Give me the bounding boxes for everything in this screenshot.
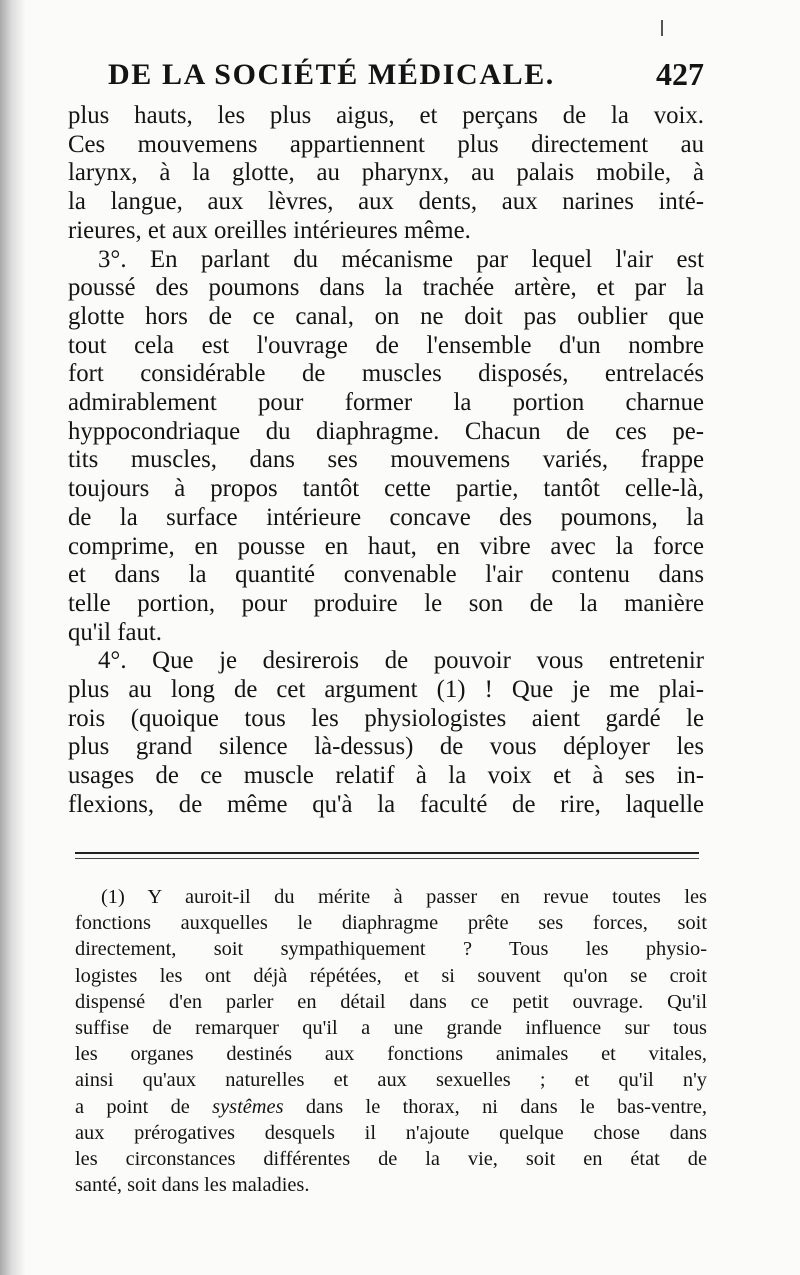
body-line: hyppocondriaque du diaphragme. Chacun de ces pe-	[68, 417, 704, 445]
body-line: plus hauts, les plus aigus, et perçans de la voix.	[68, 102, 704, 129]
footnote-text: a point de	[75, 1095, 213, 1118]
footnote-line: (1) Y auroit-il du mérite à passer en revue toutes les	[101, 886, 707, 908]
footnote-line: dispensé d'en parler en détail dans ce petit ouvrage. Qu'il	[75, 990, 707, 1013]
body-line: rieures, et aux oreilles intérieures même.	[68, 216, 471, 244]
body-line: glotte hors de ce canal, on ne doit pas oublier que	[68, 302, 704, 330]
body-line: admirablement pour former la portion charnue	[68, 389, 704, 417]
body-line: comprime, en pousse en haut, en vibre avec la force	[68, 532, 704, 560]
page-number: 427	[656, 56, 704, 92]
body-line: plus grand silence là-dessus) de vous déployer les	[68, 733, 704, 761]
body-line: 3°. En parlant du mécanisme par lequel l'air est	[98, 245, 704, 273]
body-line: fort considérable de muscles disposés, entrelacés	[68, 360, 704, 388]
body-line: qu'il faut.	[68, 618, 162, 646]
running-title: DE LA SOCIÉTÉ MÉDICALE.	[108, 58, 555, 91]
body-line: rois (quoique tous les physiologistes aient gardé le	[68, 704, 704, 732]
footnote-text: dans le thorax, ni dans le bas-ventre,	[283, 1095, 707, 1118]
body-line: 4°. Que je desirerois de pouvoir vous entretenir	[98, 647, 704, 675]
footnote-line: les circonstances différentes de la vie, soit en état de	[75, 1148, 707, 1171]
body-line: de la surface intérieure concave des poumons, la	[68, 503, 704, 531]
body-line: plus au long de cet argument (1) ! Que je me plai-	[68, 676, 704, 704]
footnote-line: ainsi qu'aux naturelles et aux sexuelles ; et qu'il n'y	[75, 1069, 707, 1092]
body-line: la langue, aux lèvres, aux dents, aux narines inté-	[68, 188, 704, 216]
page-gutter-shadow	[0, 0, 26, 1275]
body-line: tout cela est l'ouvrage de l'ensemble d'un nombre	[68, 331, 704, 359]
body-line: et dans la quantité convenable l'air contenu dans	[68, 561, 704, 589]
footnote-line: les organes destinés aux fonctions animales et vitales,	[75, 1043, 707, 1066]
body-line: toujours à propos tantôt cette partie, tantôt celle-là,	[68, 475, 704, 503]
footnote-line: directement, soit sympathiquement ? Tous les physio-	[75, 938, 707, 961]
body-text	[68, 102, 704, 820]
body-line: Ces mouvemens appartiennent plus directement au	[68, 130, 704, 158]
body-line: tits muscles, dans ses mouvemens variés, frappe	[68, 446, 704, 474]
footnote-line-with-italic	[75, 1094, 707, 1120]
body-line: flexions, de même qu'à la faculté de rire, laquelle	[68, 790, 704, 818]
footnote-separator-rule-thin	[75, 858, 699, 859]
body-line: larynx, à la glotte, au pharynx, au palais mobile, à	[68, 159, 704, 187]
footnote-line: aux prérogatives desquels il n'ajoute quelque chose dans	[75, 1121, 707, 1144]
footnote	[75, 884, 707, 1198]
footnote-line: santé, soit dans les maladies.	[75, 1174, 310, 1197]
corner-mark	[661, 20, 663, 36]
footnote-italic-word: systêmes	[212, 1095, 284, 1118]
footnote-separator-rule	[75, 852, 699, 854]
running-head	[108, 58, 704, 98]
footnote-line: logistes les ont déjà répétées, et si souvent qu'on se croit	[75, 964, 707, 987]
body-line: usages de ce muscle relatif à la voix et à ses in-	[68, 762, 704, 790]
body-line: poussé des poumons dans la trachée artère, et par la	[68, 274, 704, 302]
footnote-line: fonctions auxquelles le diaphragme prête ses forces, soit	[75, 912, 707, 935]
footnote-line: suffise de remarquer qu'il a une grande influence sur tous	[75, 1017, 707, 1040]
body-line: telle portion, pour produire le son de la manière	[68, 589, 704, 617]
